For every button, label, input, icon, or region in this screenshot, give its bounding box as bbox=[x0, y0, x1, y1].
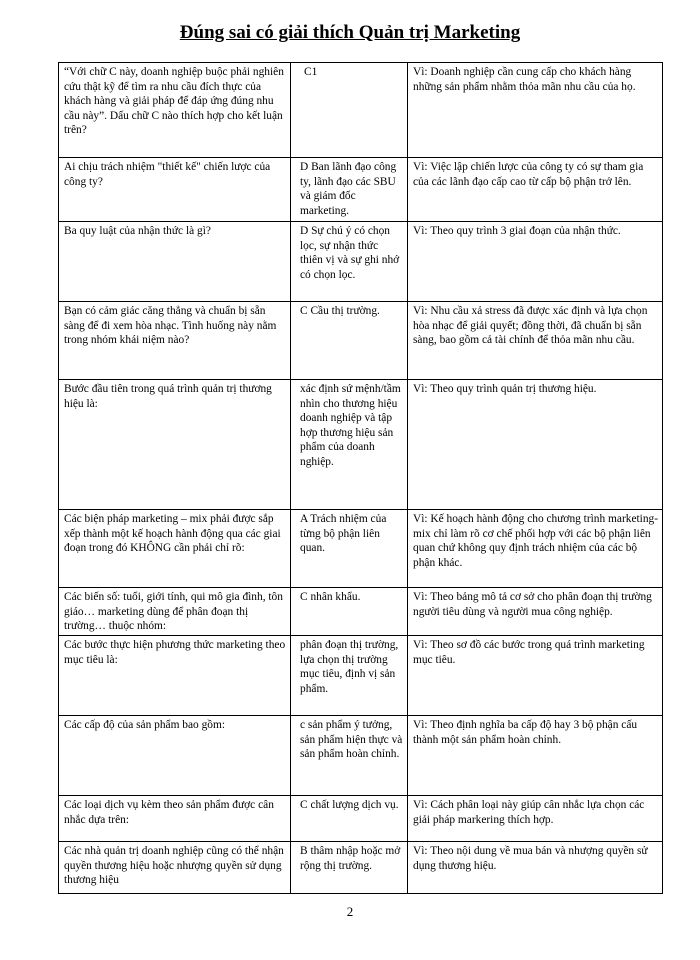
table-row bbox=[59, 588, 663, 636]
answer-cell: phân đoạn thị trường, lựa chọn thị trường mục tiêu, định vị sản phẩm. bbox=[291, 636, 408, 716]
question-cell: Các biện pháp marketing – mix phải được sắp xếp thành một kế hoạch hành động qua các giai đoạn trong đó KHÔNG cần phải chỉ rõ: bbox=[59, 510, 291, 588]
answer-cell: D Ban lãnh đạo công ty, lãnh đạo các SBU và giám đốc marketing. bbox=[291, 158, 408, 222]
table-row bbox=[59, 510, 663, 588]
explanation-cell: Vì: Theo định nghĩa ba cấp độ hay 3 bộ phận cấu thành một sản phẩm hoàn chỉnh. bbox=[408, 716, 663, 796]
qa-table bbox=[58, 62, 663, 894]
explanation-cell: Vì: Cách phân loại này giúp cân nhắc lựa chọn các giải pháp markering thích hợp. bbox=[408, 796, 663, 842]
table-row bbox=[59, 842, 663, 894]
answer-cell: C nhân khẩu. bbox=[291, 588, 408, 636]
explanation-cell: Vì: Doanh nghiệp cần cung cấp cho khách hàng những sản phẩm nhằm thỏa mãn nhu cầu của họ. bbox=[408, 63, 663, 158]
question-cell: Bước đầu tiên trong quá trình quản trị thương hiệu là: bbox=[59, 380, 291, 510]
answer-cell: C chất lượng dịch vụ. bbox=[291, 796, 408, 842]
explanation-cell: Vì: Kế hoạch hành động cho chương trình marketing-mix chỉ làm rõ cơ chế phối hợp với các bộ phận liên quan chứ không quy định trách nhiệm của các bộ phận khác. bbox=[408, 510, 663, 588]
question-cell: Các cấp độ của sản phẩm bao gồm: bbox=[59, 716, 291, 796]
table-row bbox=[59, 158, 663, 222]
explanation-cell: Vì: Việc lập chiến lược của công ty có sự tham gia của các lãnh đạo cấp cao từ cấp bộ phận trở lên. bbox=[408, 158, 663, 222]
page-number: 2 bbox=[346, 904, 354, 919]
explanation-cell: Vì: Theo quy trình quản trị thương hiệu. bbox=[408, 380, 663, 510]
explanation-cell: Vì: Theo nội dung về mua bán và nhượng quyền sử dụng thương hiệu. bbox=[408, 842, 663, 894]
question-cell: Các bước thực hiện phương thức marketing theo mục tiêu là: bbox=[59, 636, 291, 716]
table-row bbox=[59, 636, 663, 716]
table-row bbox=[59, 380, 663, 510]
explanation-cell: Vì: Theo quy trình 3 giai đoạn của nhận thức. bbox=[408, 222, 663, 302]
table-row bbox=[59, 222, 663, 302]
question-cell: Các biến số: tuổi, giới tính, qui mô gia đình, tôn giáo… marketing dùng để phân đoạn thị trường… thuộc nhóm: bbox=[59, 588, 291, 636]
answer-cell: D Sự chú ý có chọn lọc, sự nhận thức thiên vị và sự ghi nhớ có chọn lọc. bbox=[291, 222, 408, 302]
question-cell: Ba quy luật của nhận thức là gì? bbox=[59, 222, 291, 302]
explanation-cell: Vì: Theo sơ đồ các bước trong quá trình marketing mục tiêu. bbox=[408, 636, 663, 716]
table-row bbox=[59, 63, 663, 158]
table-row bbox=[59, 716, 663, 796]
question-cell: Các nhà quản trị doanh nghiệp cũng có thể nhận quyền thương hiệu hoặc nhượng quyền sử dụng thương hiệu bbox=[59, 842, 291, 894]
answer-cell: c sản phẩm ý tưởng, sản phẩm hiện thực và sản phẩm hoàn chỉnh. bbox=[291, 716, 408, 796]
table-row bbox=[59, 302, 663, 380]
question-cell: Bạn có cảm giác căng thẳng và chuẩn bị sẵn sàng để đi xem hòa nhạc. Tình huống này nằm trong nhóm khái niệm nào? bbox=[59, 302, 291, 380]
explanation-cell: Vì: Nhu cầu xả stress đã được xác định và lựa chọn hòa nhạc để giải quyết; đồng thời, đã chuẩn bị sẵn sàng, bao gồm cả tài chính để thỏa mãn nhu cầu. bbox=[408, 302, 663, 380]
question-cell: Ai chịu trách nhiệm "thiết kế" chiến lược của công ty? bbox=[59, 158, 291, 222]
answer-cell: C Cầu thị trường. bbox=[291, 302, 408, 380]
question-cell: “Với chữ C này, doanh nghiệp buộc phải nghiên cứu thật kỹ để tìm ra nhu cầu đích thực của khách hàng và giải pháp để đáp ứng đúng nhu cầu này”. Dấu chữ C nào thích hợp cho kết luận trên? bbox=[59, 63, 291, 158]
explanation-cell: Vì: Theo bảng mô tả cơ sở cho phân đoạn thị trường người tiêu dùng và người mua công nghiệp. bbox=[408, 588, 663, 636]
answer-cell: xác định sứ mệnh/tầm nhìn cho thương hiệu doanh nghiệp và tập hợp thương hiệu sản phẩm của doanh nghiệp. bbox=[291, 380, 408, 510]
question-cell: Các loại dịch vụ kèm theo sản phẩm được cân nhắc dựa trên: bbox=[59, 796, 291, 842]
table-row bbox=[59, 796, 663, 842]
answer-cell: B thâm nhập hoặc mở rộng thị trường. bbox=[291, 842, 408, 894]
answer-cell: A Trách nhiệm của từng bộ phận liên quan. bbox=[291, 510, 408, 588]
page-title: Đúng sai có giải thích Quản trị Marketing bbox=[179, 22, 521, 43]
answer-cell: C1 bbox=[291, 63, 408, 158]
